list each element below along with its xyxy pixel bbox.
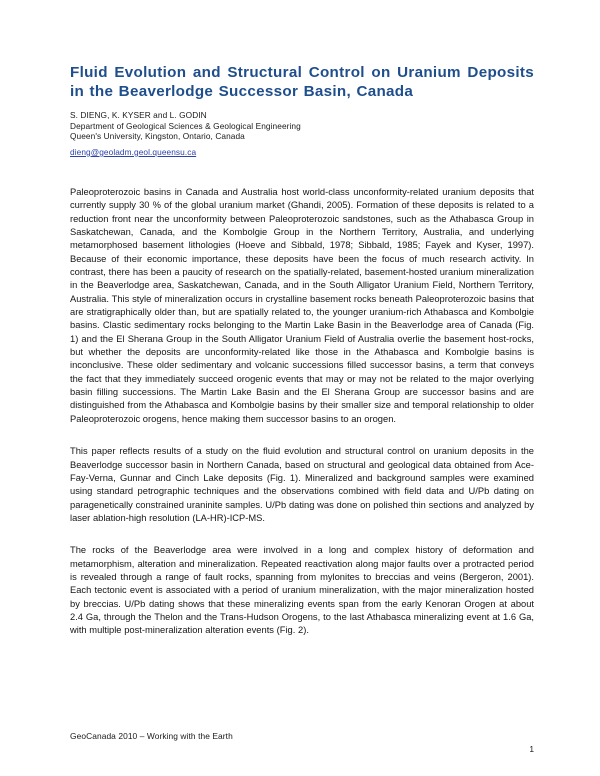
author-block: [70, 110, 534, 160]
page-title-line-2: in the Beaverlodge Successor Basin, Canada: [70, 82, 414, 100]
page-title: [70, 64, 534, 101]
document-content: [70, 64, 534, 638]
affiliation-department: Department of Geological Sciences & Geological Engineering: [70, 120, 301, 131]
body-paragraph-2: This paper reflects results of a study on the fluid evolution and structural control on uranium deposits in the Beaverlodge successor basin in Northern Canada, based on structural and geological data obtained from Ace-Fay-Verna, Gunnar and Cinch Lake deposits (Fig. 1). Mineralized and background samples were examined using standard petrographic techniques and the observations combined with field data and U/Pb dating on paragenetically constrained uraninite samples. U/Pb dating was done on polished thin sections and analyzed by laser ablation-high resolution (LA-HR)-ICP-MS.: [70, 446, 534, 523]
page-number: 1: [529, 744, 534, 754]
footer-conference-label: GeoCanada 2010 – Working with the Earth: [70, 731, 233, 741]
body-paragraph-1: Paleoproterozoic basins in Canada and Australia host world-class unconformity-related uranium deposits that currently supply 30 % of the global uranium market (Ghandi, 2005). Formation of these deposits is related to a reduction front near the unconformity between Paleoproterozoic sandstones, such as the Athabasca Group in Saskatchewan, Canada, and the Kombolgie Group in the Northern Territory, Australia, and underlying metamorphosed basement lithologies (Hoeve and Sibbald, 1978; Sibbald, 1985; Fayek and Kyser, 1997). Because of their economic importance, these deposits have been the focus of much research activity. In contrast, there has been a paucity of research on the spatially-related, basement-hosted uranium mineralization in the Beaverlodge area, Saskatchewan, Canada, and in the South Alligator Uranium Field, Northern Territory, Australia. This style of mineralization occurs in crystalline basement rocks beneath Paleoproterozoic basins that are stratigraphically older than, but are spatially related to, the younger uranium-rich Athabasca and Kombolgie basins. Clastic sedimentary rocks belonging to the Martin Lake Basin in the Beaverlodge area of Canada (Fig. 1) and the El Sherana Group in the South Alligator Uranium Field of Australia overlie the basement host-rocks, but whether the deposits are unconformity-related like those in the Athabasca and Kombolgie basins is inconclusive. These older sedimentary and volcanic successions filled successor basins, a term that conveys the fact that they immediately succeed orogenic events that may or may not be related to the major overlying basin filling successions. The Martin Lake Basin and the El Sherana Group are successor basins and are distinguished from the Athabasca and Kombolgie basins by their smaller size and temporal relationship to older Paleoproterozoic orogens, hence making them successor basins to an orogen.: [70, 186, 534, 424]
affiliation-university: Queen's University, Kingston, Ontario, Canada: [70, 131, 245, 142]
page-footer: [70, 731, 534, 754]
author-names: S. DIENG, K. KYSER and L. GODIN: [70, 110, 207, 121]
page-title-line-1: Fluid Evolution and Structural Control on Uranium Deposits: [70, 64, 534, 81]
document-body: [70, 186, 534, 638]
author-email-link[interactable]: dieng@geoladm.geol.queensu.ca: [70, 146, 197, 157]
body-paragraph-3: The rocks of the Beaverlodge area were involved in a long and complex history of deformation and metamorphism, alteration and mineralization. Repeated reactivation along major faults over a protracted period is revealed through a range of fault rocks, spanning from mylonites to breccias and veins (Bergeron, 2001). Each tectonic event is associated with a period of uranium mineralization, with the major mineralization hosted by breccias. U/Pb dating shows that these mineralizing events span from the early Kenoran Orogen at about 2.4 Ga, through the Thelon and the Trans-Hudson Orogens, to the last Athabasca mineralizing event at 1.6 Ga, with multiple post-mineralization alteration events (Fig. 2).: [70, 545, 534, 636]
